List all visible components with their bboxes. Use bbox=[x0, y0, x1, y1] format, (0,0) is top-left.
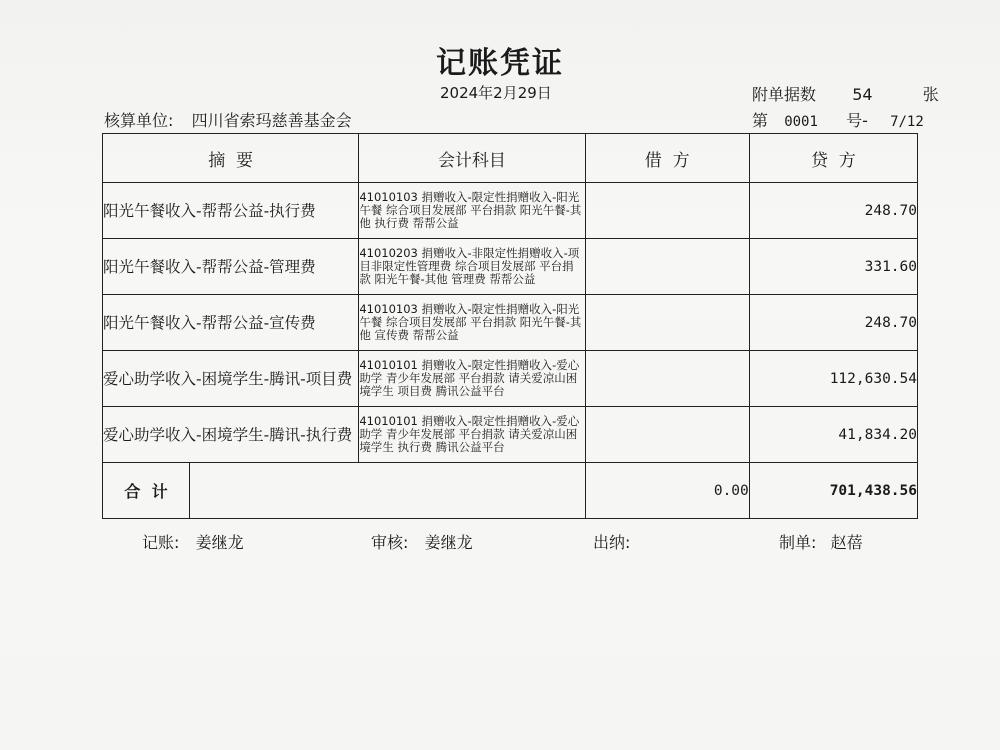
row-account: 41010101 捐赠收入-限定性捐赠收入-爱心助学 青少年发展部 平台捐款 请关爱凉山困境学生 项目费 腾讯公益平台 bbox=[359, 351, 585, 407]
row-summary: 爱心助学收入-困境学生-腾讯-项目费 bbox=[103, 351, 359, 407]
reviewer-name: 姜继龙 bbox=[424, 533, 473, 552]
total-label-cell bbox=[103, 463, 586, 519]
reviewer-label: 审核: bbox=[371, 533, 409, 552]
footer-cashier bbox=[593, 530, 630, 553]
voucher-number-value: 0001 bbox=[784, 114, 818, 130]
row-debit bbox=[585, 351, 749, 407]
table-header-row bbox=[103, 134, 918, 183]
voucher-number bbox=[752, 108, 924, 131]
row-credit: 331.60 bbox=[749, 239, 917, 295]
table-row bbox=[103, 407, 918, 463]
bookkeeper-label: 记账: bbox=[142, 533, 180, 552]
header-account: 会计科目 bbox=[359, 134, 585, 183]
maker-label: 制单: bbox=[779, 533, 817, 552]
row-credit: 248.70 bbox=[749, 183, 917, 239]
row-credit: 248.70 bbox=[749, 295, 917, 351]
total-debit: 0.00 bbox=[585, 463, 749, 519]
accounting-unit bbox=[104, 108, 352, 131]
table-row bbox=[103, 239, 918, 295]
voucher-title: 记账凭证 bbox=[436, 46, 564, 81]
bookkeeper-name: 姜继龙 bbox=[195, 533, 244, 552]
row-summary: 阳光午餐收入-帮帮公益-宣传费 bbox=[103, 295, 359, 351]
row-credit: 41,834.20 bbox=[749, 407, 917, 463]
footer-reviewer bbox=[371, 530, 473, 553]
row-account: 41010103 捐赠收入-限定性捐赠收入-阳光午餐 综合项目发展部 平台捐款 阳光午餐-其他 宣传费 帮帮公益 bbox=[359, 295, 585, 351]
maker-name: 赵蓓 bbox=[830, 533, 863, 552]
row-debit bbox=[585, 239, 749, 295]
row-account: 41010101 捐赠收入-限定性捐赠收入-爱心助学 青少年发展部 平台捐款 请关爱凉山困境学生 执行费 腾讯公益平台 bbox=[359, 407, 585, 463]
table-row bbox=[103, 351, 918, 407]
voucher-page: 7/12 bbox=[890, 114, 924, 130]
row-account: 41010103 捐赠收入-限定性捐赠收入-阳光午餐 综合项目发展部 平台捐款 阳光午餐-其他 执行费 帮帮公益 bbox=[359, 183, 585, 239]
footer-bookkeeper bbox=[142, 530, 244, 553]
attachment-label: 附单据数 bbox=[752, 85, 817, 104]
total-credit: 701,438.56 bbox=[749, 463, 917, 519]
row-debit bbox=[585, 295, 749, 351]
footer-maker bbox=[779, 530, 863, 553]
voucher-number-prefix: 第 bbox=[752, 111, 769, 130]
total-label: 合 计 bbox=[103, 463, 190, 518]
attachment-number: 54 bbox=[852, 85, 873, 104]
voucher-table bbox=[102, 133, 918, 519]
row-summary: 阳光午餐收入-帮帮公益-执行费 bbox=[103, 183, 359, 239]
row-credit: 112,630.54 bbox=[749, 351, 917, 407]
header-credit: 贷 方 bbox=[749, 134, 917, 183]
voucher-date: 2024年2月29日 bbox=[440, 84, 552, 102]
attachment-count bbox=[752, 82, 939, 105]
accounting-unit-label: 核算单位: bbox=[104, 111, 174, 130]
header-debit: 借 方 bbox=[585, 134, 749, 183]
table-row bbox=[103, 295, 918, 351]
row-summary: 爱心助学收入-困境学生-腾讯-执行费 bbox=[103, 407, 359, 463]
total-row bbox=[103, 463, 918, 519]
attachment-unit: 张 bbox=[922, 85, 939, 104]
row-debit bbox=[585, 407, 749, 463]
cashier-label: 出纳: bbox=[593, 533, 631, 552]
row-summary: 阳光午餐收入-帮帮公益-管理费 bbox=[103, 239, 359, 295]
header-summary: 摘 要 bbox=[103, 134, 359, 183]
row-account: 41010203 捐赠收入-非限定性捐赠收入-项目非限定性管理费 综合项目发展部 平台捐款 阳光午餐-其他 管理费 帮帮公益 bbox=[359, 239, 585, 295]
voucher-number-mid: 号- bbox=[846, 111, 868, 130]
total-blank bbox=[190, 463, 585, 518]
row-debit bbox=[585, 183, 749, 239]
accounting-unit-name: 四川省索玛慈善基金会 bbox=[191, 111, 352, 130]
table-row bbox=[103, 183, 918, 239]
